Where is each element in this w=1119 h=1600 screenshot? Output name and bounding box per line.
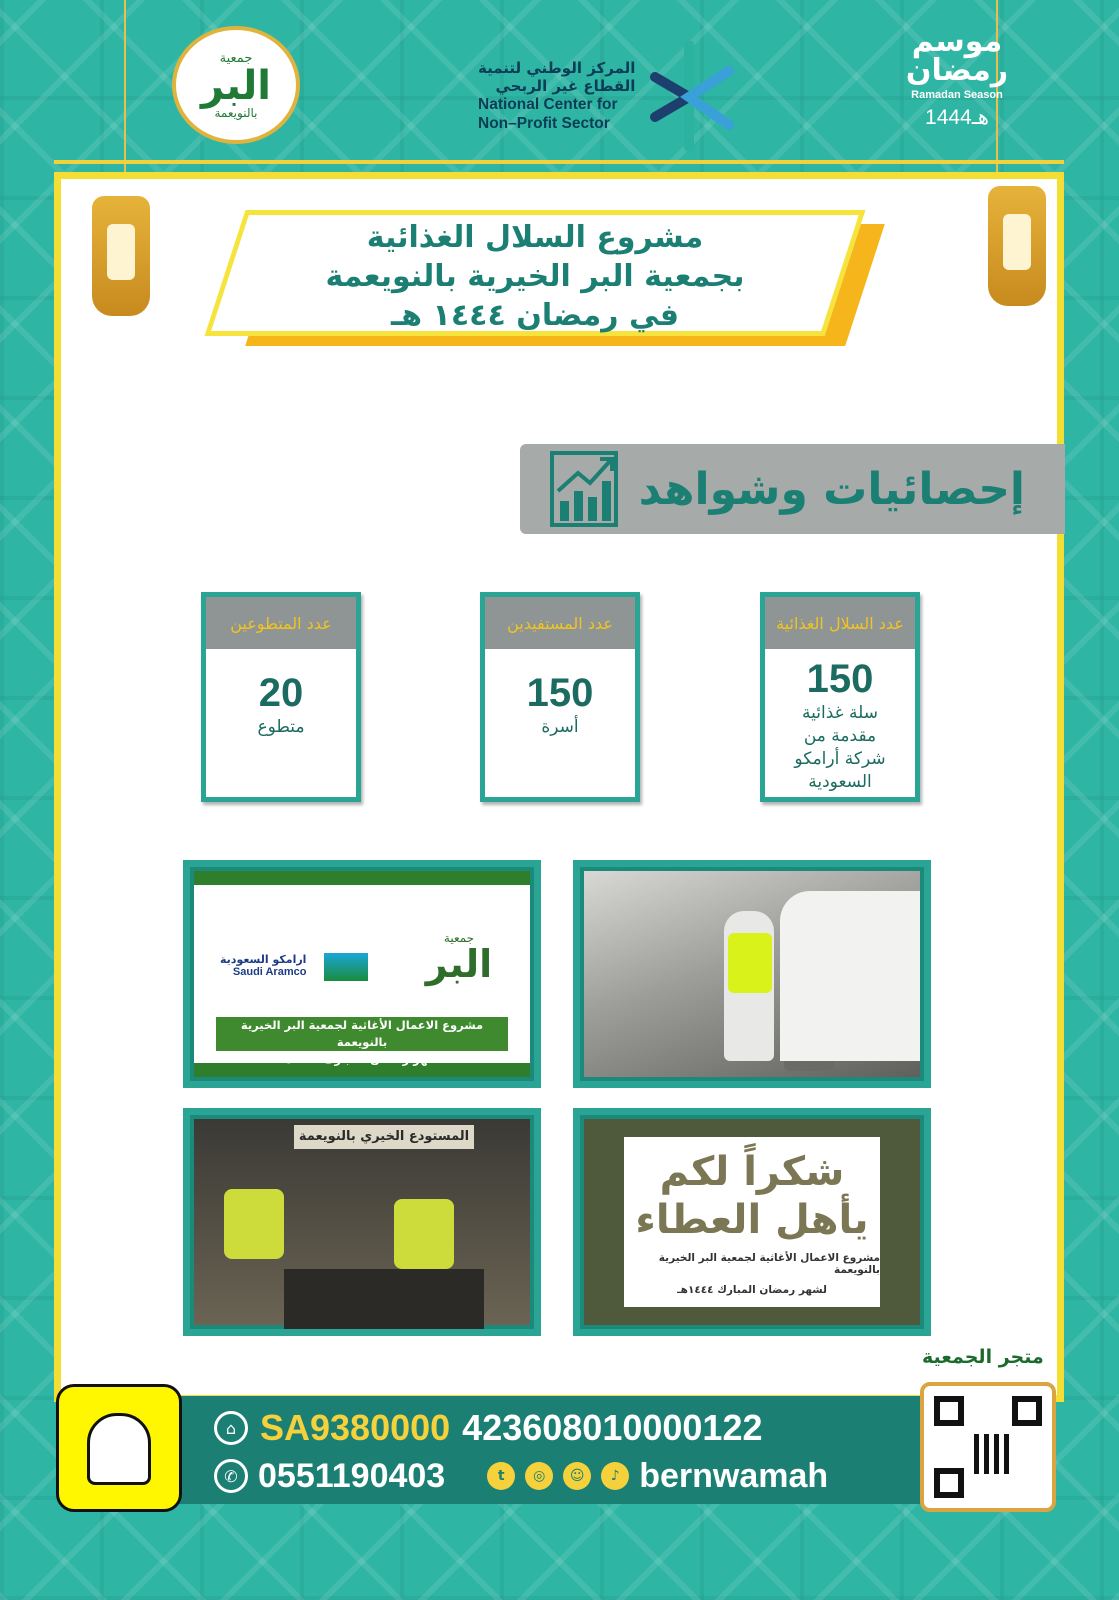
title-line1: مشروع السلال الغذائية [366, 219, 704, 255]
birr-logo-main: البر [425, 942, 493, 986]
title-line3: في رمضان ١٤٤٤ هـ [391, 297, 679, 333]
stats-banner [520, 444, 1065, 534]
stat-header: عدد المتطوعين [206, 597, 356, 649]
instagram-icon[interactable]: ◎ [525, 1462, 553, 1490]
ramadan-en: Ramadan Season [911, 89, 1003, 101]
caption-line1: مشروع الاعمال الأغاثية لجمعية البر الخيرية بالنويعمة [240, 1018, 484, 1049]
stat-unit-line: مقدمة من [803, 725, 877, 746]
qr-modules [974, 1434, 1014, 1474]
twitter-icon[interactable]: t [487, 1462, 515, 1490]
snapchat-code[interactable] [56, 1384, 182, 1512]
aramco-logo-icon [324, 953, 368, 981]
photo-sponsor [183, 860, 541, 1088]
car-figure [780, 891, 920, 1061]
iban-rest: 423608010000122 [462, 1407, 763, 1448]
project-title [205, 210, 885, 350]
ramadan-season-logo [902, 24, 1012, 158]
ncnp-ar-line1: المركز الوطني لتنمية [478, 58, 636, 77]
sponsor-caption [216, 1017, 508, 1066]
stat-header: عدد السلال الغذائية [765, 597, 915, 649]
tiktok-icon[interactable]: ♪ [601, 1462, 629, 1490]
qr-finder [934, 1468, 964, 1498]
photo-volunteers-car [573, 860, 931, 1088]
stat-value: 20 [258, 671, 304, 715]
stat-unit-line: السعودية [808, 771, 872, 792]
ncnp-en-line1: National Center for [478, 96, 618, 114]
stat-value: 150 [526, 671, 594, 715]
ncnp-mark-icon [645, 41, 741, 151]
stat-unit-line: شركة أرامكو [794, 748, 886, 769]
birr-logo-top: جمعية [443, 931, 475, 945]
vest-figure [224, 1189, 284, 1259]
logo-top-text: جمعية [219, 50, 253, 66]
qr-finder [1012, 1396, 1042, 1426]
vest-figure [394, 1199, 454, 1269]
stat-unit-line: متطوع [257, 717, 305, 737]
thanks-caption-line1: مشروع الاعمال الأغاثية لجمعية البر الخيرية بالنويعمة [658, 1252, 880, 1276]
aramco-logo-text [220, 953, 306, 978]
hanging-string [124, 0, 126, 200]
ncnp-ar-line2: القطاع غير الربحي [495, 77, 636, 96]
bank-icon: ⌂ [214, 1411, 248, 1445]
aramco-ar: ارامكو السعودية [220, 953, 307, 966]
stat-header: عدد المستفيدين [485, 597, 635, 649]
warehouse-sign: المستودع الخيري بالنويعمة [294, 1125, 474, 1149]
ncnp-logo [478, 46, 748, 146]
caption-line2: لشهر رمضان المبارك ١٤٤٤هـ [279, 1052, 445, 1066]
band-top [194, 871, 530, 885]
snapchat-ghost-icon [87, 1413, 151, 1485]
store-label: متجر الجمعية [922, 1346, 1044, 1368]
stats-banner-label: إحصائيات وشواهد [638, 463, 1025, 515]
contact-row [214, 1454, 828, 1498]
phone-number[interactable]: 0551190403 [258, 1456, 446, 1495]
ramadan-year: 1444هـ [925, 106, 989, 129]
thanks-line2: يأهل العطاء [635, 1197, 869, 1243]
logo-sub-text: بالنويعمة [214, 105, 258, 120]
truck-bed [284, 1269, 484, 1329]
photo-thanks [573, 1108, 931, 1336]
birr-logo-small [394, 931, 524, 1001]
ramadan-ar-line2: رمضان [905, 52, 1009, 88]
stat-value: 150 [806, 657, 874, 701]
ncnp-en-line2: Non–Profit Sector [478, 114, 610, 132]
social-handle[interactable]: bernwamah [639, 1456, 829, 1495]
logo-main-text: البر [201, 62, 271, 109]
birr-society-logo [172, 26, 300, 144]
stat-unit-line: سلة غذائية [802, 703, 878, 723]
bar-chart-trend-icon [550, 451, 618, 527]
aramco-en: Saudi Aramco [232, 966, 307, 978]
thanks-line1: شكراً لكم [659, 1149, 845, 1195]
iban-prefix: SA9380000 [260, 1407, 451, 1448]
store-qr-code[interactable] [920, 1382, 1056, 1512]
footer-bar [170, 1396, 930, 1504]
ramadan-ar-line1: موسم [911, 24, 1003, 59]
whatsapp-icon[interactable]: ✆ [214, 1459, 248, 1493]
thanks-card [624, 1137, 880, 1307]
thanks-caption-line2: لشهر رمضان المبارك ١٤٤٤هـ [677, 1284, 827, 1296]
iban-row [214, 1406, 763, 1450]
lantern-icon [92, 196, 150, 316]
stat-card-volunteers [201, 592, 361, 802]
photo-night-loading [183, 1108, 541, 1336]
title-line2: بجمعية البر الخيرية بالنويعمة [325, 258, 745, 294]
qr-finder [934, 1396, 964, 1426]
header [0, 0, 1119, 160]
lantern-icon [988, 186, 1046, 306]
header-divider [54, 160, 1064, 164]
stat-card-beneficiaries [480, 592, 640, 802]
vest-figure [728, 933, 772, 993]
stat-card-baskets [760, 592, 920, 802]
snapchat-icon[interactable]: ☺ [563, 1462, 591, 1490]
stat-unit-line: أسرة [541, 717, 579, 737]
